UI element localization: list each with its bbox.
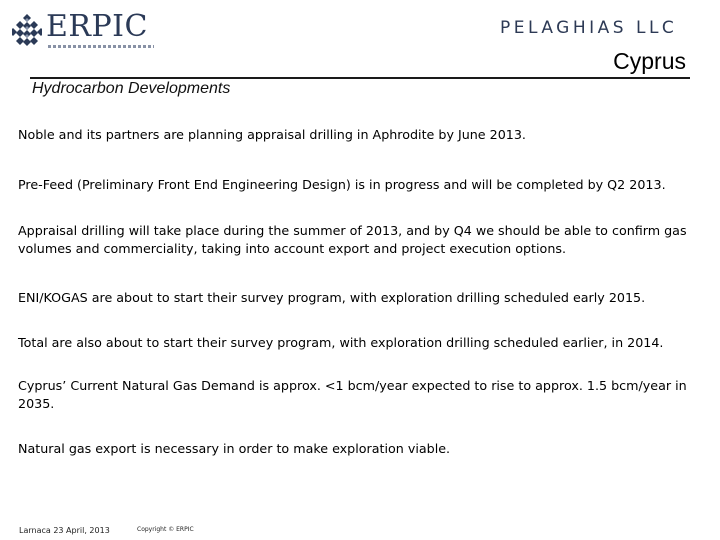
pelaghias-logo: PELAGHIAS LLC [500,18,678,38]
section-subtitle: Hydrocarbon Developments [32,80,231,97]
title-divider [30,77,690,79]
paragraph-gas-export: Natural gas export is necessary in order to make exploration viable. [18,441,451,456]
footer-copyright: Copyright © ERPIC [137,526,194,533]
footer-location-date: Larnaca 23 April, 2013 [19,526,110,535]
paragraph-gas-demand: Cyprus’ Current Natural Gas Demand is approx. <1 bcm/year expected to rise to approx. 1.5 bcm/year in 2035. [18,378,687,411]
erpic-wordmark: ERPIC [46,9,148,44]
erpic-logo [12,9,152,50]
erpic-logo-mark-icon [12,14,42,46]
paragraph-aphrodite-drilling: Noble and its partners are planning appraisal drilling in Aphrodite by June 2013. [18,127,526,142]
paragraph-pre-feed: Pre-Feed (Preliminary Front End Engineering Design) is in progress and will be completed by Q2 2013. [18,177,666,192]
paragraph-eni-kogas: ENI/KOGAS are about to start their survey program, with exploration drilling scheduled early 2015. [18,290,646,305]
page-title: Cyprus [613,48,686,74]
paragraph-total: Total are also about to start their survey program, with exploration drilling scheduled earlier, in 2014. [18,335,664,350]
erpic-tagline-decoration [48,45,154,48]
paragraph-appraisal-drilling: Appraisal drilling will take place during the summer of 2013, and by Q4 we should be able to confirm gas volumes and commerciality, taking into account export and project execution options. [18,223,687,256]
